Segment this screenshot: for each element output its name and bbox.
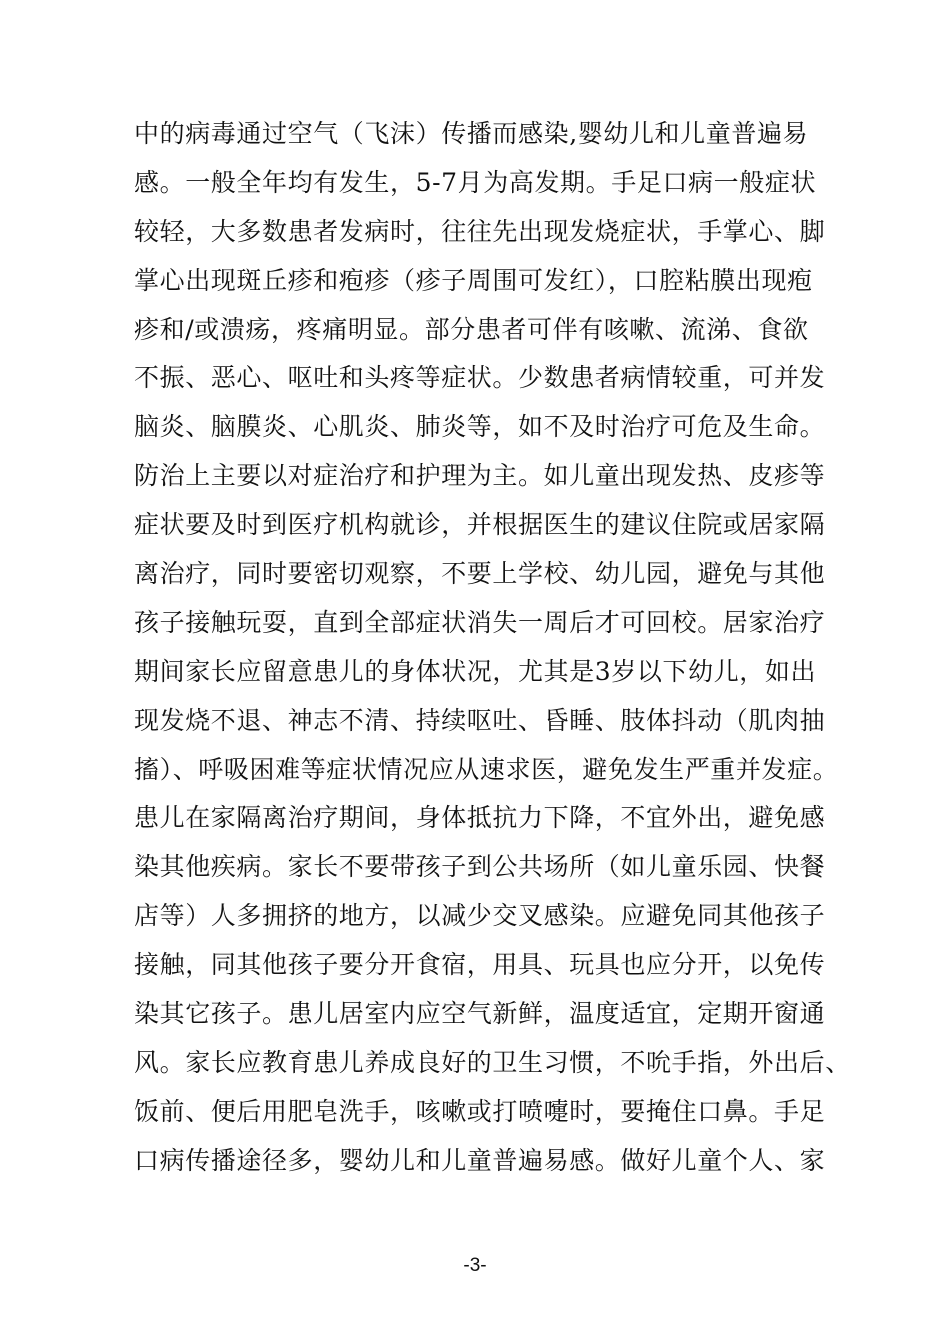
text-line: 染其它孩子。患儿居室内应空气新鲜，温度适宜，定期开窗通 xyxy=(134,999,826,1029)
text-line: 中的病毒通过空气（飞沫）传播而感染,婴幼儿和儿童普遍易 xyxy=(134,119,809,148)
text-line: 染其他疾病。家长不要带孩子到公共场所（如儿童乐园、快餐 xyxy=(134,852,826,882)
text-line: 口病传播途径多，婴幼儿和儿童普遍易感。做好儿童个人、家 xyxy=(134,1145,826,1175)
text-line: 防治上主要以对症治疗和护理为主。如儿童出现发热、皮疹等 xyxy=(134,461,826,491)
text-line: 症状要及时到医疗机构就诊，并根据医生的建议住院或居家隔 xyxy=(134,510,826,540)
text-line: 搐）、呼吸困难等症状情况应从速求医，避免发生严重并发症。 xyxy=(134,754,839,784)
text-line: 期间家长应留意患儿的身体状况，尤其是3岁以下幼儿，如出 xyxy=(134,656,817,686)
text-line: 孩子接触玩耍，直到全部症状消失一周后才可回校。居家治疗 xyxy=(134,607,826,637)
text-line: 饭前、便后用肥皂洗手，咳嗽或打喷嚏时，要掩住口鼻。手足 xyxy=(134,1096,826,1126)
text-line: 较轻，大多数患者发病时，往往先出现发烧症状，手掌心、脚 xyxy=(134,216,826,246)
text-line: 掌心出现斑丘疹和疱疹（疹子周围可发红），口腔粘膜出现疱 xyxy=(134,265,813,295)
text-line: 接触，同其他孩子要分开食宿，用具、玩具也应分开，以免传 xyxy=(134,950,826,980)
text-line: 疹和/或溃疡，疼痛明显。部分患者可伴有咳嗽、流涕、食欲 xyxy=(134,314,809,344)
text-line: 患儿在家隔离治疗期间，身体抵抗力下降，不宜外出，避免感 xyxy=(134,803,826,833)
body-text xyxy=(134,110,851,1186)
text-line: 离治疗，同时要密切观察，不要上学校、幼儿园，避免与其他 xyxy=(134,559,826,589)
text-line: 风。家长应教育患儿养成良好的卫生习惯，不吮手指，外出后、 xyxy=(134,1047,851,1077)
text-line: 感。一般全年均有发生，5-7月为高发期。手足口病一般症状 xyxy=(134,167,817,197)
text-line: 不振、恶心、呕吐和头疼等症状。少数患者病情较重，可并发 xyxy=(134,363,826,393)
text-line: 脑炎、脑膜炎、心肌炎、肺炎等，如不及时治疗可危及生命。 xyxy=(134,412,826,442)
text-line: 现发烧不退、神志不清、持续呕吐、昏睡、肢体抖动（肌肉抽 xyxy=(134,705,826,735)
text-line: 店等）人多拥挤的地方，以减少交叉感染。应避免同其他孩子 xyxy=(134,901,826,931)
page-number: -3- xyxy=(463,1255,487,1276)
